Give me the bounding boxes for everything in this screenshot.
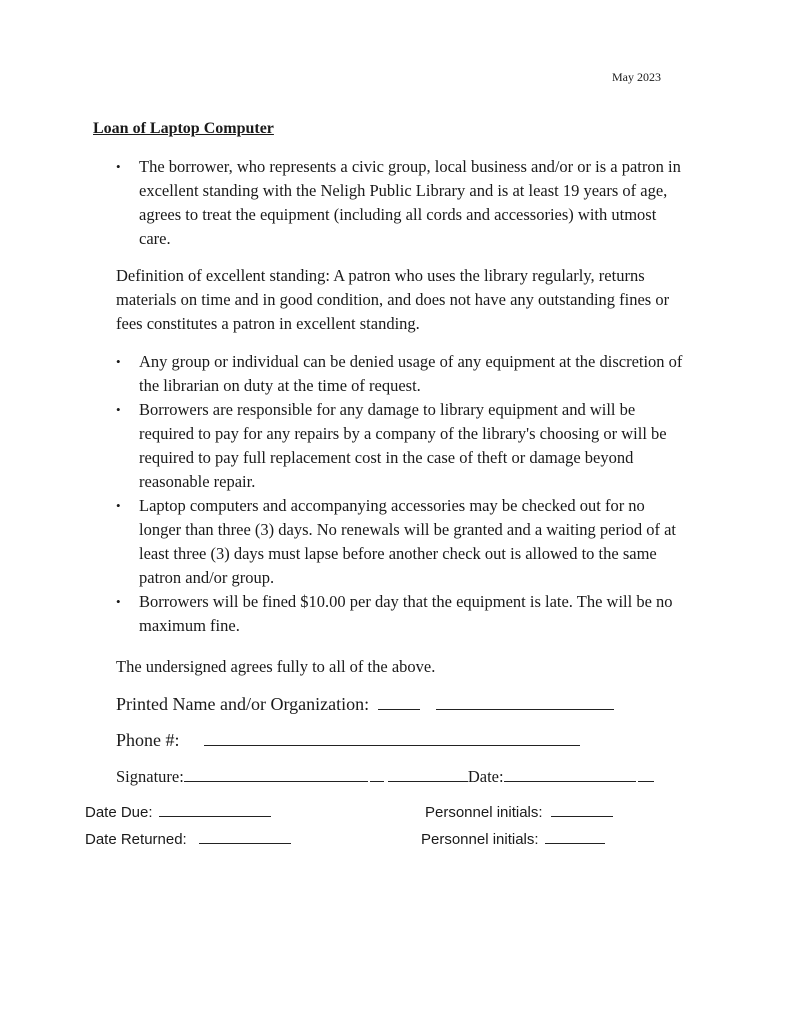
printed-name-field-a[interactable] xyxy=(378,708,420,710)
eligibility-list xyxy=(116,155,691,251)
date-returned-label: Date Returned: xyxy=(85,831,187,848)
printed-name-row xyxy=(116,694,614,715)
signature-row xyxy=(116,765,654,789)
list-item: • Laptop computers and accompanying accessories may be checked out for no longer than three (3) days. No renewals will be granted and a waiting period of at least three (3) days must lapse before another check out is allowed to the same patron and/or group. xyxy=(116,496,676,587)
document-title: Loan of Laptop Computer xyxy=(93,120,274,137)
phone-label: Phone #: xyxy=(116,730,180,750)
signature-field[interactable] xyxy=(184,780,368,782)
bullet-icon: • xyxy=(116,594,121,609)
personnel-initials-label: Personnel initials: xyxy=(421,831,539,848)
phone-row xyxy=(116,730,580,751)
personnel-initials-row-2 xyxy=(421,831,605,848)
personnel-initials-row-1 xyxy=(425,804,613,821)
date-returned-field[interactable] xyxy=(199,842,291,844)
document-date: May 2023 xyxy=(612,70,661,84)
signature-field-gap xyxy=(370,780,384,782)
bullet-icon: • xyxy=(116,498,121,513)
agreement-statement: The undersigned agrees fully to all of the above. xyxy=(116,657,436,676)
list-item: • Borrowers are responsible for any damage to library equipment and will be required to pay for any repairs by a company of the library's choosing or will be required to pay full replacement cost in the case of theft or damage beyond reasonable repair. xyxy=(116,400,667,491)
definition-paragraph: Definition of excellent standing: A patron who uses the library regularly, returns materials on time and in good condition, and does not have any outstanding fines or fees constitutes a patron in excellent standing. xyxy=(116,266,670,333)
personnel-initials-label: Personnel initials: xyxy=(425,804,543,821)
signature-date-field[interactable] xyxy=(504,780,636,782)
date-due-label: Date Due: xyxy=(85,804,153,821)
phone-field[interactable] xyxy=(204,744,580,746)
date-due-row xyxy=(85,804,271,821)
list-item: • Any group or individual can be denied usage of any equipment at the discretion of the librarian on duty at the time of request. xyxy=(116,352,683,395)
date-label: Date: xyxy=(467,767,504,786)
signature-label: Signature: xyxy=(116,767,184,786)
printed-name-label: Printed Name and/or Organization: xyxy=(116,694,370,714)
signature-date-field-tail xyxy=(638,780,654,782)
list-item: • The borrower, who represents a civic group, local business and/or or is a patron in excellent standing with the Neligh Public Library and is at least 19 years of age, agrees to treat the equipment (including all cords and accessories) with utmost care. xyxy=(116,157,681,248)
rules-list xyxy=(116,350,686,638)
list-item: • Borrowers will be fined $10.00 per day that the equipment is late. The will be no maximum fine. xyxy=(116,592,673,635)
personnel-initials-field-1[interactable] xyxy=(551,815,613,817)
date-returned-row xyxy=(85,831,291,848)
bullet-icon: • xyxy=(116,354,121,369)
bullet-icon: • xyxy=(116,402,121,417)
date-due-field[interactable] xyxy=(159,815,271,817)
bullet-icon: • xyxy=(116,159,121,174)
printed-name-field-b[interactable] xyxy=(436,708,614,710)
signature-field-tail[interactable] xyxy=(388,780,468,782)
personnel-initials-field-2[interactable] xyxy=(545,842,605,844)
